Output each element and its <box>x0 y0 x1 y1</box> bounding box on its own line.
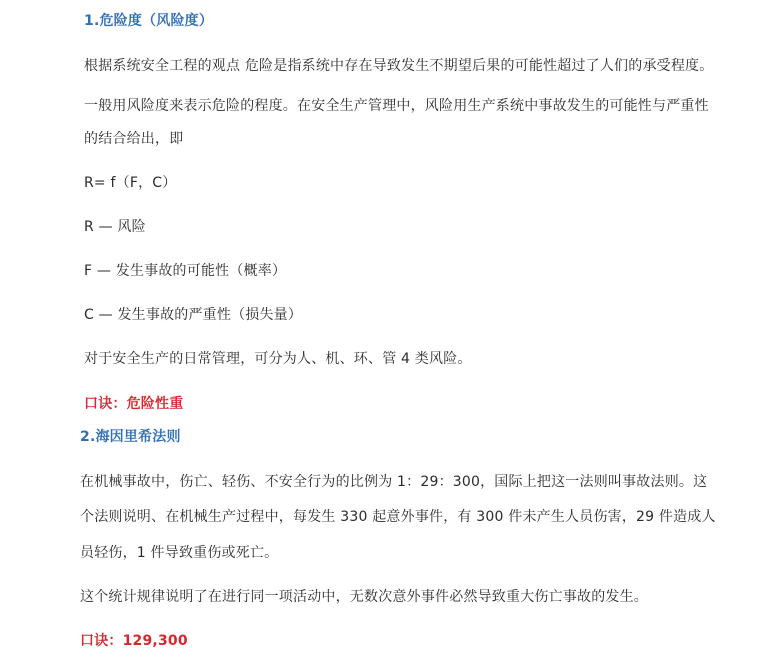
definition-r: R — 风险 <box>84 219 146 235</box>
section1-mnemonic: 口诀：危险性重 <box>84 396 184 412</box>
section1-paragraph-1: 根据系统安全工程的观点 危险是指系统中存在导致发生不期望后果的可能性超过了人们的承受程度。 <box>84 58 714 74</box>
section1-heading: 1.危险度（风险度） <box>84 13 214 29</box>
definition-f: F — 发生事故的可能性（概率） <box>84 263 287 279</box>
section1-paragraph-2-line-1: 一般用风险度来表示危险的程度。在安全生产管理中，风险用生产系统中事故发生的可能性与严重性 <box>84 98 709 114</box>
section2-paragraph-1-line-3: 员轻伤，1 件导致重伤或死亡。 <box>80 545 279 561</box>
section2-paragraph-1-line-2: 个法则说明、在机械生产过程中，每发生 330 起意外事件，有 300 件未产生人员伤害，29 件造成人 <box>80 509 716 525</box>
definition-c: C — 发生事故的严重性（损失量） <box>84 307 303 323</box>
section1-paragraph-2-line-2: 的结合给出，即 <box>84 131 184 147</box>
section2-mnemonic: 口诀：129,300 <box>80 633 188 649</box>
section1-summary: 对于安全生产的日常管理，可分为人、机、环、管 4 类风险。 <box>84 351 472 367</box>
risk-formula: R= f（F，C） <box>84 175 177 191</box>
section2-paragraph-2: 这个统计规律说明了在进行同一项活动中，无数次意外事件必然导致重大伤亡事故的发生。 <box>80 589 648 605</box>
section2-heading: 2.海因里希法则 <box>80 429 181 445</box>
section2-paragraph-1-line-1: 在机械事故中，伤亡、轻伤、不安全行为的比例为 1：29：300，国际上把这一法则叫事故法则。这 <box>80 474 708 490</box>
